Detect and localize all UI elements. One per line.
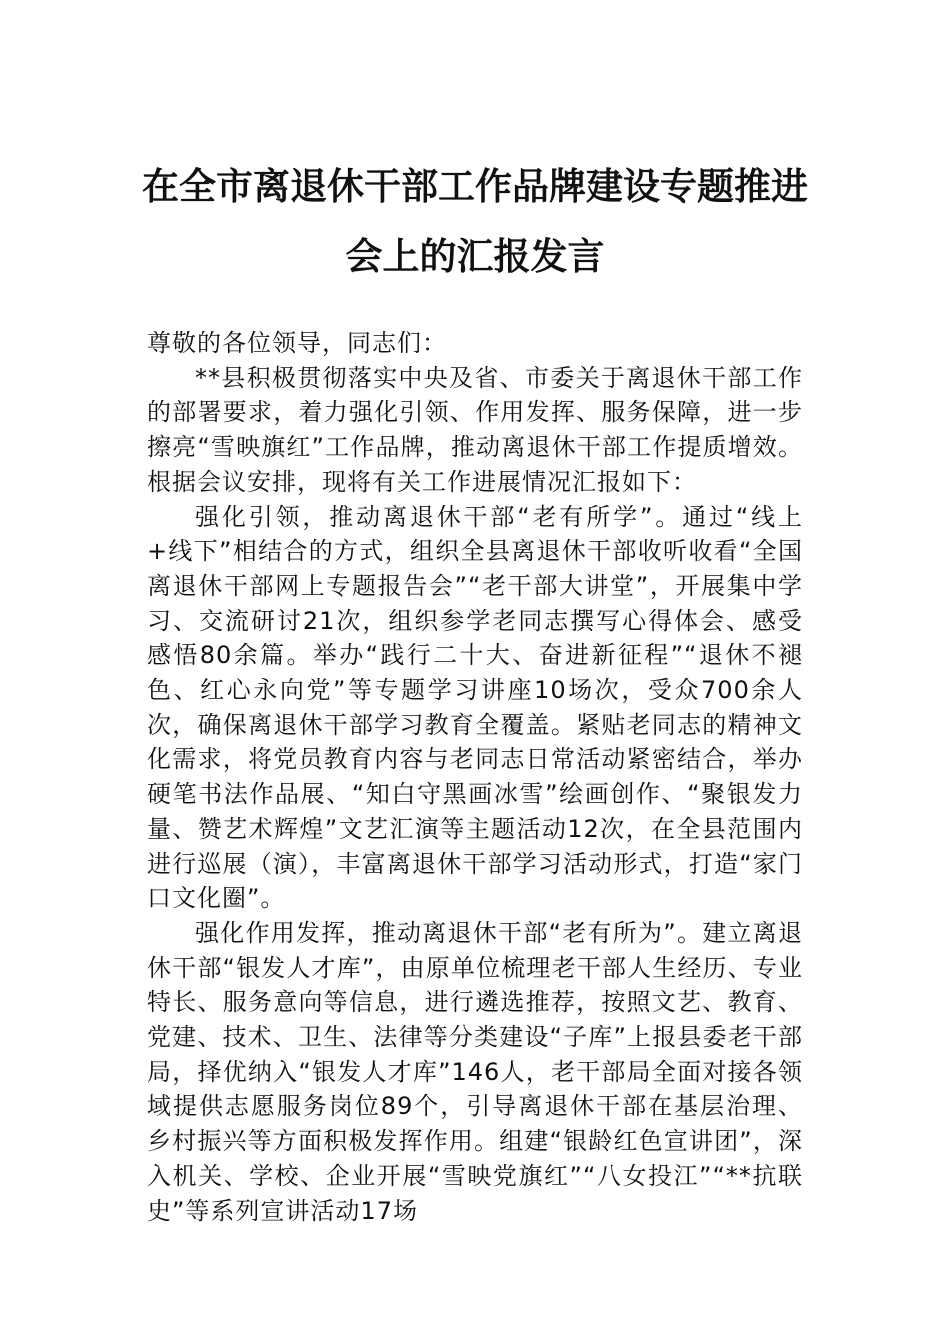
document-title-line-2: 会上的汇报发言 bbox=[345, 234, 605, 278]
document-title-line-1: 在全市离退休干部工作品牌建设专题推进 bbox=[142, 164, 808, 208]
document-body bbox=[147, 326, 803, 1228]
salutation: 尊敬的各位领导，同志们： bbox=[147, 329, 447, 357]
paragraph-learning: 强化引领，推动离退休干部“老有所学”。通过“线上+线下”相结合的方式，组织全县离退休干部收听收看“全国离退休干部网上专题报告会”“老干部大讲堂”，开展集中学习、交流研讨21次，组织参学老同志撰写心得体会、感受感悟80余篇。举办“践行二十大、奋进新征程”“退休不褪色、红心永向党”等专题学习讲座10场次，受众700余人次，确保离退休干部学习教育全覆盖。紧贴老同志的精神文化需求，将党员教育内容与老同志日常活动紧密结合，举办硬笔书法作品展、“知白守黑画冰雪”绘画创作、“聚银发力量、赞艺术辉煌”文艺汇演等主题活动12次，在全县范围内进行巡展（演），丰富离退休干部学习活动形式，打造“家门口文化圈”。 bbox=[147, 502, 803, 913]
paragraph-contribution: 强化作用发挥，推动离退休干部“老有所为”。建立离退休干部“银发人才库”，由原单位梳理老干部人生经历、专业特长、服务意向等信息，进行遴选推荐，按照文艺、教育、党建、技术、卫生、法律等分类建设“子库”上报县委老干部局，择优纳入“银发人才库”146人，老干部局全面对接各领域提供志愿服务岗位89个，引导离退休干部在基层治理、乡村振兴等方面积极发挥作用。组建“银龄红色宣讲团”，深入机关、学校、企业开展“雪映党旗红”“八女投江”“**抗联史”等系列宣讲活动17场 bbox=[147, 918, 803, 1225]
paragraph-intro: **县积极贯彻落实中央及省、市委关于离退休干部工作的部署要求，着力强化引领、作用发挥、服务保障，进一步擦亮“雪映旗红”工作品牌，推动离退休干部工作提质增效。根据会议安排，现将有关工作进展情况汇报如下： bbox=[147, 363, 803, 496]
